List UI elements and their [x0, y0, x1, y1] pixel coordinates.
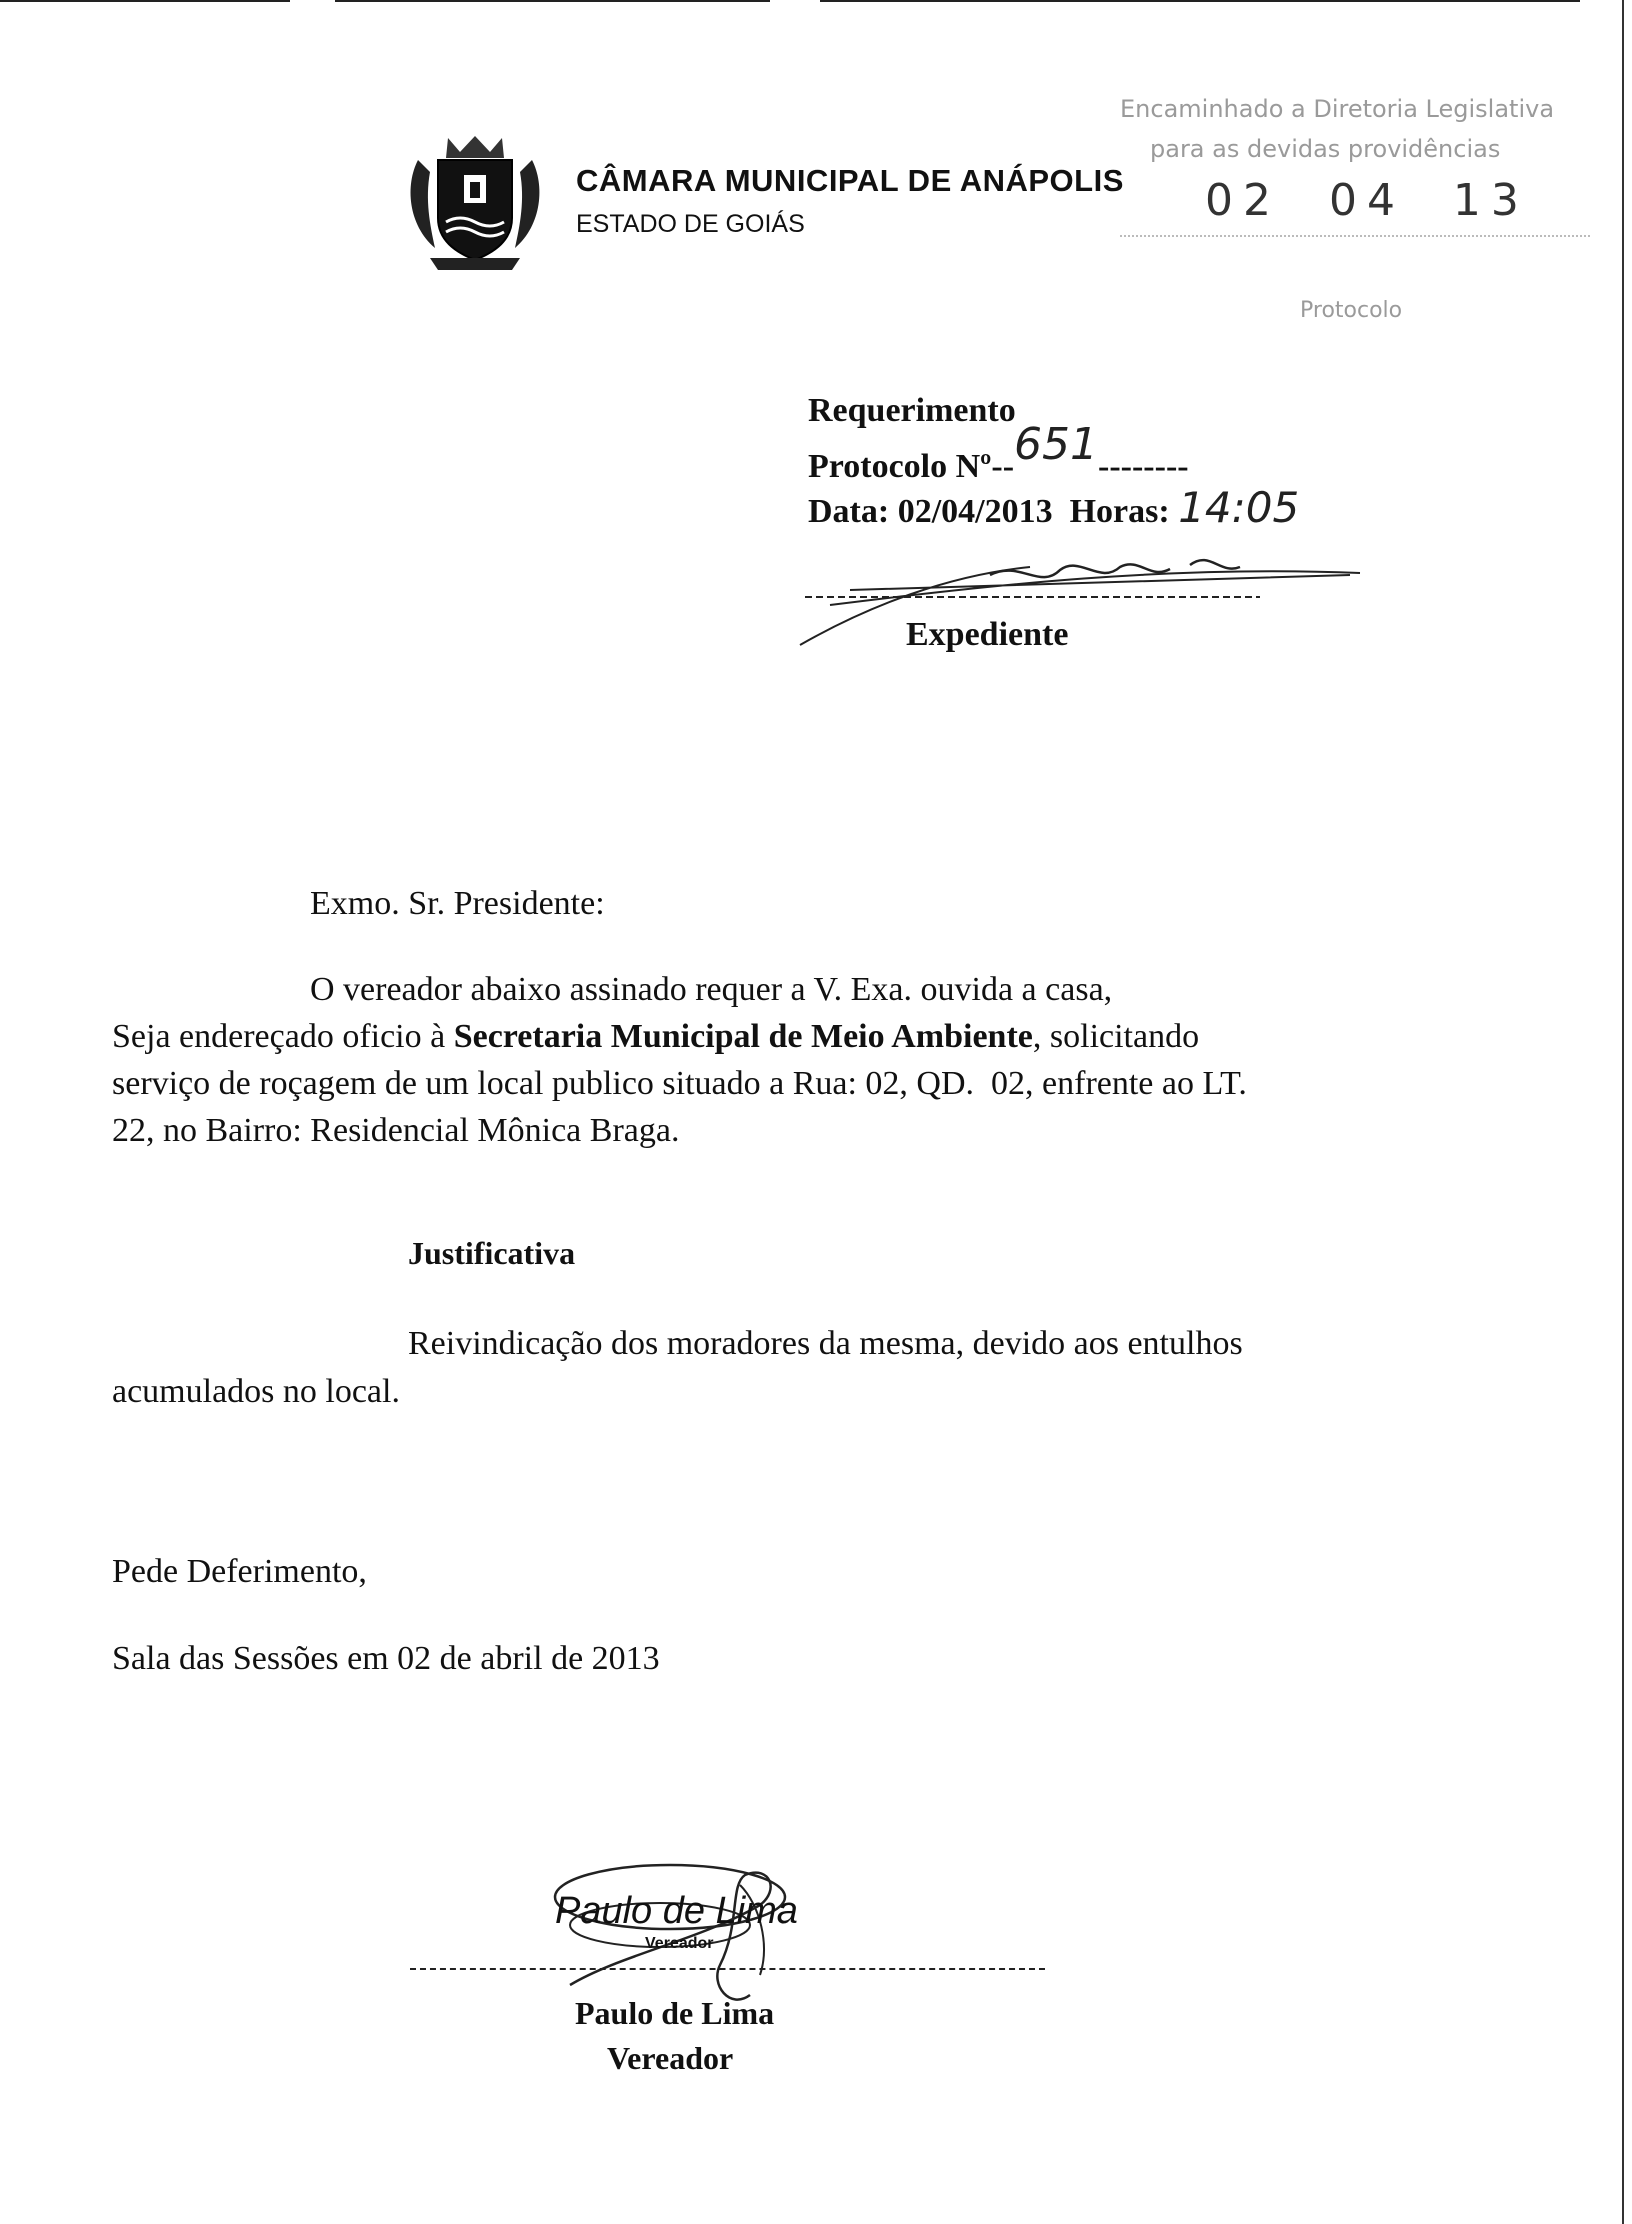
closing: Pede Deferimento,: [112, 1553, 367, 1590]
justification-line-2: acumulados no local.: [112, 1373, 400, 1410]
protocolo-label: Protocolo Nº--: [808, 448, 1015, 485]
stamp-line-2: para as devidas providências: [1150, 135, 1501, 163]
signature-stamp-name: Paulo de Lima: [555, 1890, 798, 1932]
requerimento-label: Requerimento: [808, 392, 1016, 429]
stamp-divider: [1120, 235, 1590, 238]
scan-edge-line: [820, 0, 1580, 2]
signature-stamp-role: Vereador: [645, 1935, 714, 1952]
signature-line: [410, 1968, 1045, 1970]
place-date: Sala das Sessões em 02 de abril de 2013: [112, 1640, 660, 1677]
request-line-1: [112, 1013, 1199, 1061]
expediente-label: Expediente: [906, 616, 1069, 653]
request-prefix: Seja endereçado oficio à: [112, 1018, 454, 1055]
signer-role: Vereador: [607, 2040, 734, 2076]
scan-right-edge: [1622, 0, 1624, 2224]
justification-title: Justificativa: [408, 1235, 576, 1271]
scan-edge-line: [0, 0, 290, 2]
data-label: Data: 02/04/2013: [808, 493, 1053, 530]
intro-line: O vereador abaixo assinado requer a V. Exa. ouvida a casa,: [310, 971, 1113, 1008]
scan-edge-line: [335, 0, 770, 2]
protocolo-number: 651: [1014, 419, 1099, 470]
request-bold: Secretaria Municipal de Meio Ambiente: [453, 1018, 1033, 1055]
data-horas-line: [808, 483, 1299, 532]
protocolo-line: [808, 419, 1189, 488]
expediente-signature-icon: [790, 545, 1370, 660]
stamp-line-1: Encaminhado a Diretoria Legislativa: [1120, 95, 1555, 123]
protocolo-trail: --------: [1098, 448, 1189, 485]
horas-value: 14:05: [1178, 483, 1300, 532]
salutation: Exmo. Sr. Presidente:: [310, 885, 605, 922]
coat-of-arms-icon: [400, 130, 550, 280]
state-name: ESTADO DE GOIÁS: [576, 210, 805, 238]
request-line-2: serviço de roçagem de um local publico situado a Rua: 02, QD. 02, enfrente ao LT.: [112, 1065, 1247, 1102]
institution-name: CÂMARA MUNICIPAL DE ANÁPOLIS: [576, 163, 1124, 198]
stamp-footer: Protocolo: [1300, 298, 1403, 323]
stamp-date: 02 04 13: [1205, 175, 1529, 226]
horas-label: Horas:: [1069, 493, 1170, 530]
justification-line-1: Reivindicação dos moradores da mesma, devido aos entulhos: [408, 1325, 1243, 1362]
request-suffix: , solicitando: [1032, 1018, 1200, 1055]
signer-name: Paulo de Lima: [575, 1995, 775, 2031]
request-line-3: 22, no Bairro: Residencial Mônica Braga.: [112, 1112, 680, 1149]
